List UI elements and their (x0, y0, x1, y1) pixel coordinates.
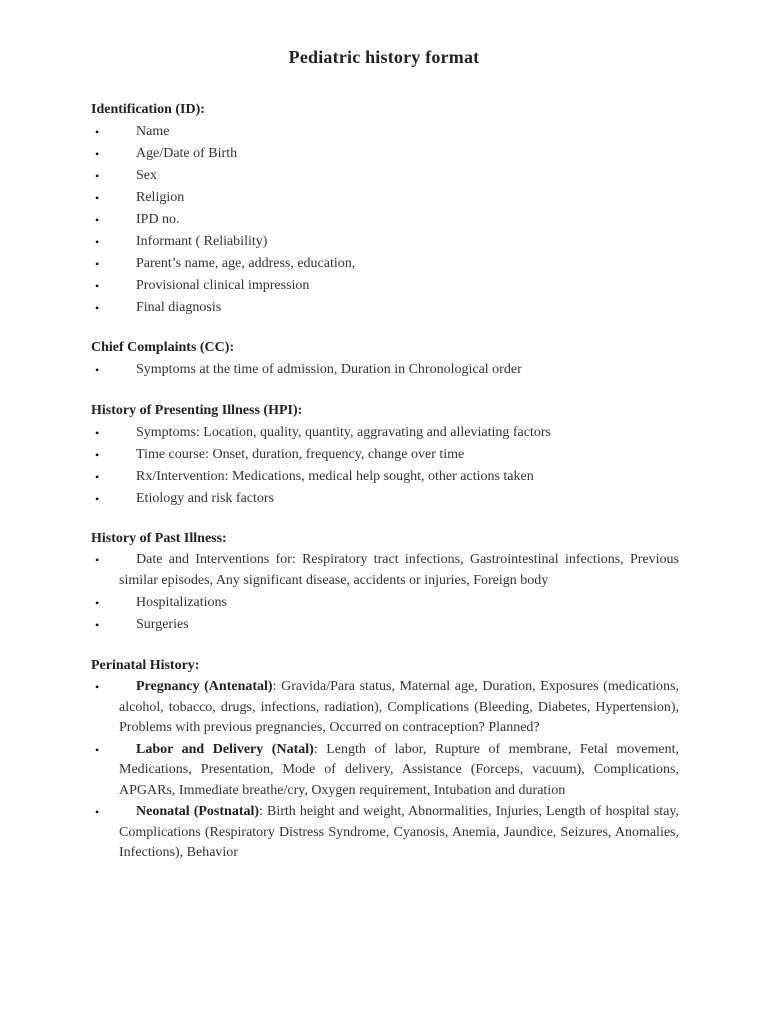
list-item: • Date and Interventions for: Respiratory tract infections, Gastrointestinal infections, Previous similar episodes, Any significant disease, accidents or injuries, Foreign body (95, 552, 679, 588)
list-item: • Neonatal (Postnatal): Birth height and weight, Abnormalities, Injuries, Length of hospital stay, Complications (Respiratory Distress Syndrome, Cyanosis, Anemia, Jaundice, Seizures, Anomalies, Infections), Behavior (95, 804, 679, 860)
list-item: • Rx/Intervention: Medications, medical help sought, other actions taken (91, 466, 679, 488)
bullet-icon: • (95, 125, 100, 139)
bullet-icon: • (95, 191, 100, 205)
bullet-icon: • (95, 213, 100, 227)
list-item: • Sex (91, 165, 679, 187)
list-item: • Etiology and risk factors (91, 488, 679, 510)
list-item: • Labor and Delivery (Natal): Length of labor, Rupture of membrane, Fetal movement, Medications, Presentation, Mode of delivery, Assistance (Forceps, vacuum), Complications, APGARs, Immediate breathe/cry, Oxygen requirement, Intubation and duration (95, 741, 679, 798)
section-heading-hpi: History of Presenting Illness (HPI): (91, 403, 303, 418)
list-item: • Religion (91, 187, 679, 209)
list-item: • Informant ( Reliability) (91, 231, 679, 253)
list-item: • IPD no. (91, 209, 679, 231)
bullet-icon: • (95, 257, 100, 271)
bullet-icon: • (95, 426, 100, 440)
bullet-icon: • (95, 805, 100, 819)
section-heading-perinatal: Perinatal History: (91, 658, 200, 673)
list-item: • Symptoms at the time of admission, Duration in Chronological order (91, 359, 679, 381)
perinatal-list (91, 677, 679, 865)
list-item: • Symptoms: Location, quality, quantity, aggravating and alleviating factors (91, 422, 679, 444)
chief-complaints-list (91, 359, 679, 381)
bullet-icon: • (95, 596, 100, 610)
bullet-icon: • (95, 618, 100, 632)
bullet-icon: • (95, 147, 100, 161)
bullet-icon: • (95, 448, 100, 462)
section-heading-past-illness: History of Past Illness: (91, 531, 227, 546)
bullet-icon: • (95, 492, 100, 506)
bullet-icon: • (95, 279, 100, 293)
bullet-icon: • (95, 363, 100, 377)
list-item: • Parent’s name, age, address, education, (91, 253, 679, 275)
list-item: • Surgeries (91, 614, 679, 636)
list-item: • Provisional clinical impression (91, 275, 679, 297)
bullet-icon: • (95, 742, 100, 757)
item-lead-label: Labor and Delivery (Natal) (136, 741, 314, 757)
item-lead-label: Neonatal (Postnatal) (136, 804, 260, 819)
bullet-icon: • (95, 301, 100, 315)
bullet-icon: • (95, 235, 100, 249)
past-illness-list-continued (91, 592, 679, 636)
list-item: • Time course: Onset, duration, frequency, change over time (91, 444, 679, 466)
list-item: • Hospitalizations (91, 592, 679, 614)
list-item: • Pregnancy (Antenatal): Gravida/Para status, Maternal age, Duration, Exposures (medications, alcohol, tobacco, drugs, infections, radiation), Complications (Bleeding, Diabetes, Hypertension), Problems with previous pregnancies, Occurred on contraception? Planned? (95, 679, 679, 735)
hpi-list (91, 422, 679, 510)
bullet-icon: • (95, 169, 100, 183)
page-title: Pediatric history format (288, 47, 480, 67)
list-item: • Name (91, 121, 679, 143)
identification-list (91, 121, 679, 319)
item-lead-label: Pregnancy (Antenatal) (136, 679, 273, 694)
section-heading-identification: Identification (ID): (91, 102, 205, 117)
bullet-icon: • (95, 553, 100, 567)
bullet-icon: • (95, 470, 100, 484)
section-heading-chief-complaints: Chief Complaints (CC): (91, 340, 235, 355)
bullet-icon: • (95, 680, 100, 694)
past-illness-list (91, 550, 679, 592)
list-item: • Age/Date of Birth (91, 143, 679, 165)
list-item: • Final diagnosis (91, 297, 679, 319)
